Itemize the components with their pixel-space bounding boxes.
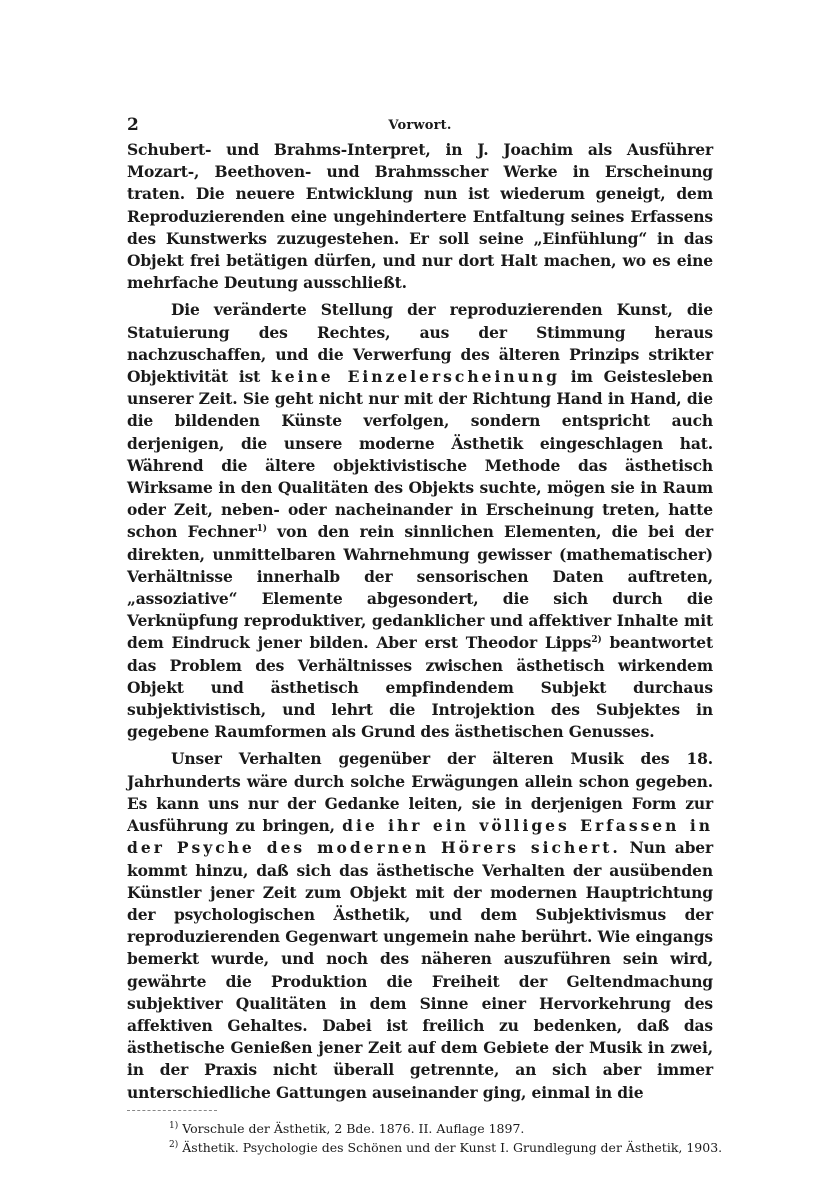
running-head — [127, 113, 713, 139]
paragraph-2 — [127, 299, 713, 743]
paragraph-1 — [127, 139, 713, 294]
footnotes — [127, 1119, 723, 1157]
footnote-ref-1: 1) — [256, 524, 267, 535]
book-page — [127, 113, 723, 1157]
paragraph-text: Unser Verhalten gegenüber der älteren Musik des 18. Jahrhunderts wäre durch solche Erwägungen allein schon gegeben. Es kann uns nur der Gedanke leiten, sie in derjenigen Form zur Ausführung zu bringen, — [127, 749, 713, 836]
paragraph-3 — [127, 748, 713, 1103]
running-title: Vorwort. — [388, 118, 452, 133]
footnote-text: Vorschule der Ästhetik, 2 Bde. 1876. II. Auflage 1897. — [182, 1120, 525, 1136]
page-number: 2 — [127, 115, 139, 135]
footnote-text: Ästhetik. Psychologie des Schönen und der Kunst I. Grundlegung der Ästhetik, 1903. — [182, 1139, 723, 1155]
paragraph-text: im Geistesleben unserer Zeit. Sie geht nicht nur mit der Richtung Hand in Hand, die die bildenden Künste verfolgen, sondern entspricht auch derjenigen, die unsere moderne Ästhetik eingeschlagen hat. Während die ältere objektivistische Methode das ästhetisch Wirksame in den Qualitäten des Objekts suchte, mögen sie in Raum oder Zeit, neben- oder nacheinander in Erscheinung treten, hatte schon Fechner — [127, 367, 713, 542]
paragraph-text: Die veränderte Stellung der reproduzierenden Kunst, die Statuierung des Rechtes, aus der Stimmung heraus nachzuschaffen, und die Verwerfung des älteren Prinzips strikter Objektivität ist — [127, 300, 713, 387]
paragraph-text: von den rein sinnlichen Elementen, die bei der direkten, unmittelbaren Wahrnehmung gewisser (mathematischer) Verhältnisse innerhalb der sensorischen Daten auftreten, „assoziative“ Elemente abgesondert, die sich durch die Verknüpfung reproduktiver, gedanklicher und affektiver Inhalte mit dem Eindruck jener bilden. Aber erst Theodor Lipps — [127, 522, 714, 653]
paragraph-text: Schubert- und Brahms-Interpret, in J. Joachim als Ausführer Mozart-, Beethoven- und Brahmsscher Werke in Erscheinung traten. Die neuere Entwicklung nun ist wiederum geneigt, dem Reproduzierenden eine ungehindertere Entfaltung seines Erfassens des Kunstwerks zuzugestehen. Er soll seine „Einfühlung“ in das Objekt frei betätigen dürfen, und nur dort Halt machen, wo es eine mehrfache Deutung ausschließt. — [127, 140, 713, 293]
footnote-1 — [169, 1119, 713, 1138]
footnote-2 — [169, 1138, 723, 1157]
footnote-mark: 1) — [169, 1120, 179, 1131]
paragraph-text: beantwortet das Problem des Verhältnisses zwischen ästhetisch wirkendem Objekt und ästhetisch empfindendem Subjekt durchaus subjektivistisch, und lehrt die Introjektion des Subjektes in gegebene Raumformen als Grund des ästhetischen Genusses. — [127, 633, 713, 742]
footnote-mark: 2) — [169, 1139, 179, 1150]
spaced-emphasis: die ihr ein völliges Erfassen in der Psyche des modernen Hörers sichert. — [127, 816, 714, 858]
body-text — [127, 139, 713, 1104]
footnote-ref-2: 2) — [591, 635, 602, 646]
paragraph-text: Nun aber kommt hinzu, daß sich das ästhetische Verhalten der ausübenden Künstler jener Zeit zum Objekt mit der modernen Hauptrichtung der psychologischen Ästhetik, und dem Subjektivismus der reproduzierenden Gegenwart ungemein nahe berührt. Wie eingangs bemerkt wurde, und noch des näheren auszuführen sein wird, gewährte die Produktion die Freiheit der Geltendmachung subjektiver Qualitäten in dem Sinne einer Hervorkehrung des affektiven Gehaltes. Dabei ist freilich zu bedenken, daß das ästhetische Genießen jener Zeit auf dem Gebiete der Musik in zwei, in der Praxis nicht überall getrennte, an sich aber immer unterschiedliche Gattungen auseinander ging, einmal in die — [127, 838, 713, 1102]
footnote-rule — [127, 1110, 217, 1111]
spaced-emphasis: keine Einzelerscheinung — [271, 367, 560, 387]
